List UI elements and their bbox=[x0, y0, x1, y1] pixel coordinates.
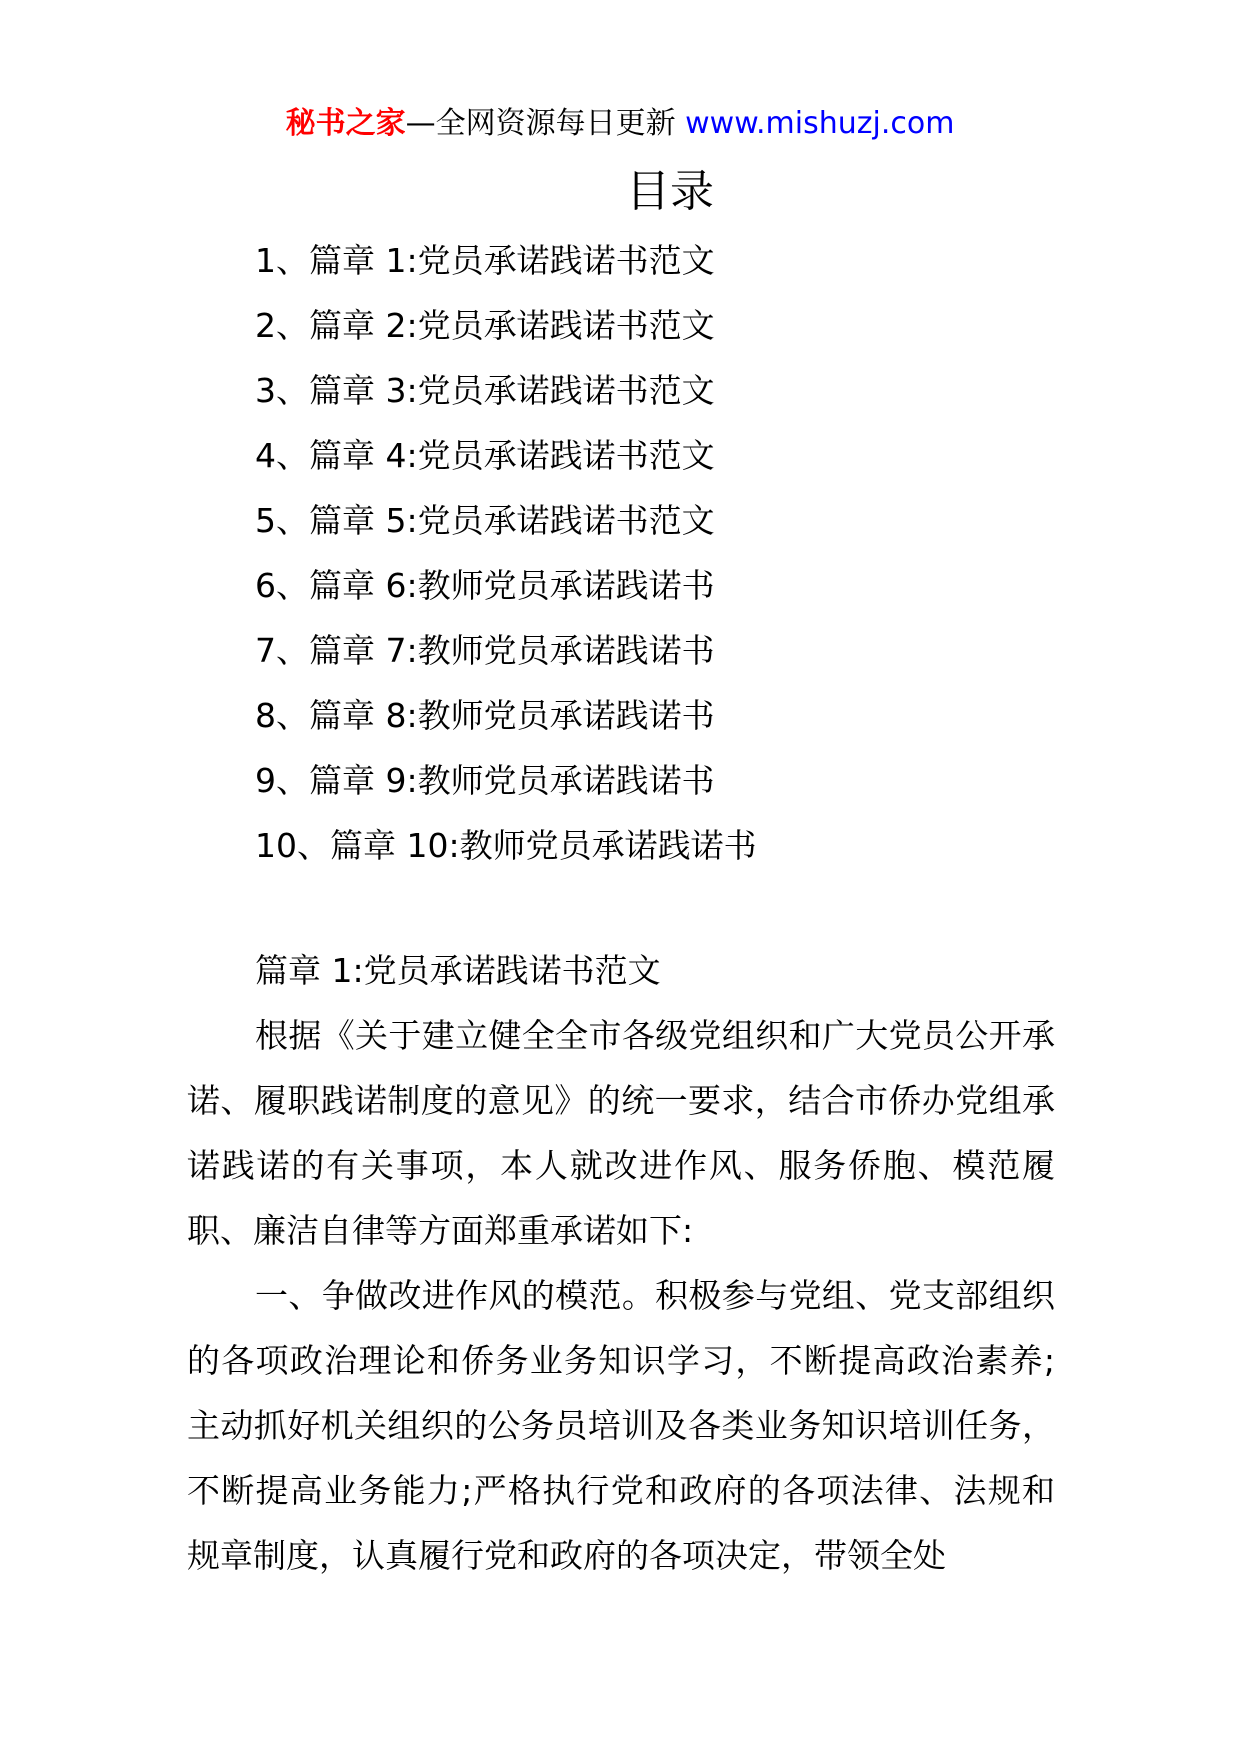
article-paragraph-section-1: 一、争做改进作风的模范。积极参与党组、党支部组织的各项政治理论和侨务业务知识学习，不断提高政治素养;主动抓好机关组织的公务员培训及各类业务知识培训任务，不断提高业务能力;严格执行党和政府的各项法律、法规和规章制度，认真履行党和政府的各项决定，带领全处 bbox=[187, 1276, 1055, 1575]
toc-title: 目录 bbox=[626, 166, 714, 217]
toc-item-7[interactable]: 7、篇章 7:教师党员承诺践诺书 bbox=[255, 631, 715, 670]
toc-item-3[interactable]: 3、篇章 3:党员承诺践诺书范文 bbox=[255, 371, 715, 410]
toc-item-4[interactable]: 4、篇章 4:党员承诺践诺书范文 bbox=[255, 436, 715, 475]
toc-item-1[interactable]: 1、篇章 1:党员承诺践诺书范文 bbox=[255, 241, 715, 280]
article-heading: 篇章 1:党员承诺践诺书范文 bbox=[255, 951, 661, 990]
article-body bbox=[187, 938, 1055, 1588]
toc-item-9[interactable]: 9、篇章 9:教师党员承诺践诺书 bbox=[255, 761, 715, 800]
site-tagline: —全网资源每日更新 bbox=[405, 106, 676, 141]
toc-item-2[interactable]: 2、篇章 2:党员承诺践诺书范文 bbox=[255, 306, 715, 345]
toc-item-10[interactable]: 10、篇章 10:教师党员承诺践诺书 bbox=[255, 826, 757, 865]
toc-item-6[interactable]: 6、篇章 6:教师党员承诺践诺书 bbox=[255, 566, 715, 605]
site-header bbox=[0, 100, 1240, 148]
toc-item-8[interactable]: 8、篇章 8:教师党员承诺践诺书 bbox=[255, 696, 715, 735]
brand-name: 秘书之家 bbox=[285, 106, 406, 141]
toc-list bbox=[255, 228, 757, 878]
toc-item-5[interactable]: 5、篇章 5:党员承诺践诺书范文 bbox=[255, 501, 715, 540]
site-url-link[interactable]: www.mishuzj.com bbox=[685, 106, 955, 141]
article-paragraph-intro: 根据《关于建立健全全市各级党组织和广大党员公开承诺、履职践诺制度的意见》的统一要求，结合市侨办党组承诺践诺的有关事项，本人就改进作风、服务侨胞、模范履职、廉洁自律等方面郑重承诺如下: bbox=[187, 1016, 1055, 1250]
